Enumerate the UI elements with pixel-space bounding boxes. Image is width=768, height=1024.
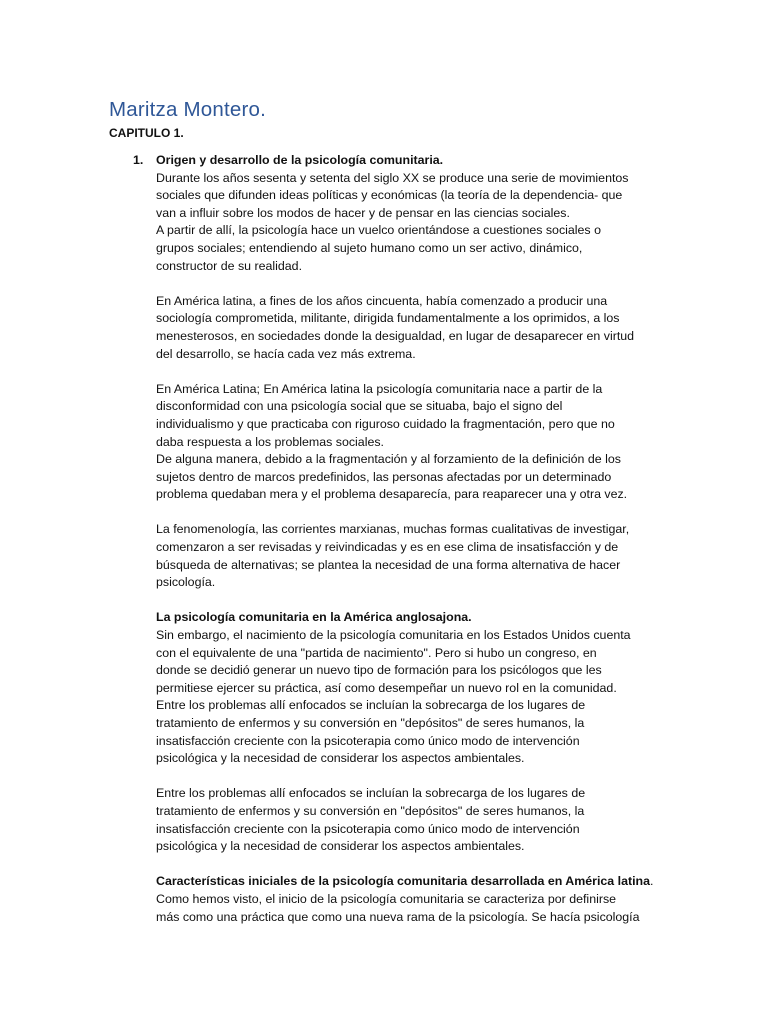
paragraph-7	[156, 891, 656, 926]
paragraph-2	[156, 293, 656, 363]
text-line: con el equivalente de una "partida de nacimiento". Pero si hubo un congreso, en	[156, 645, 597, 660]
chapter-heading: CAPITULO 1.	[109, 126, 184, 140]
section-number: 1.	[133, 153, 144, 167]
paragraph-gap	[156, 856, 656, 874]
text-line: individualismo y que practicaba con riguroso cuidado la fragmentación, pero que no	[156, 416, 615, 431]
text-line: del desarrollo, se hacía cada vez más extrema.	[156, 346, 416, 361]
text-line: donde se decidió generar un nuevo tipo de formación para los psicólogos que les	[156, 663, 602, 678]
text-line: psicología.	[156, 575, 216, 590]
text-line: disconformidad con una psicología social que se situaba, bajo el signo del	[156, 399, 563, 414]
text-line: comenzaron a ser revisadas y reivindicadas y es en ese clima de insatisfacción y de	[156, 540, 619, 555]
text-line: van a influir sobre los modos de hacer y de pensar en las ciencias sociales.	[156, 205, 570, 220]
paragraph-gap	[156, 504, 656, 522]
paragraph-gap	[156, 592, 656, 610]
paragraph-3	[156, 381, 656, 504]
paragraph-1	[156, 170, 656, 276]
text-line: insatisfacción creciente con la psicoterapia como único modo de intervención	[156, 821, 580, 836]
text-line: En América Latina; En América latina la psicología comunitaria nace a partir de la	[156, 381, 603, 396]
paragraph-5	[156, 627, 656, 768]
document-title: Maritza Montero.	[109, 98, 266, 121]
section-body	[156, 152, 656, 926]
text-line: psicológica y la necesidad de considerar los aspectos ambientales.	[156, 839, 525, 854]
paragraph-gap	[156, 275, 656, 293]
subheading-period: .	[650, 874, 654, 889]
text-line: La fenomenología, las corrientes marxianas, muchas formas cualitativas de investigar,	[156, 522, 630, 537]
paragraph-gap	[156, 768, 656, 786]
subheading-america-latina	[156, 873, 656, 891]
text-line: insatisfacción creciente con la psicoterapia como único modo de intervención	[156, 733, 580, 748]
text-line: A partir de allí, la psicología hace un vuelco orientándose a cuestiones sociales o	[156, 223, 601, 238]
text-line: búsqueda de alternativas; se plantea la necesidad de una forma alternativa de hacer	[156, 557, 621, 572]
subheading-anglosajona: La psicología comunitaria en la América anglosajona.	[156, 610, 472, 625]
text-line: Entre los problemas allí enfocados se incluían la sobrecarga de los lugares de	[156, 786, 586, 801]
text-line: Entre los problemas allí enfocados se incluían la sobrecarga de los lugares de	[156, 698, 586, 713]
section-heading: Origen y desarrollo de la psicología comunitaria.	[156, 153, 444, 167]
text-line: sujetos dentro de marcos predefinidos, las personas afectadas por un determinado	[156, 469, 612, 484]
text-line: menesterosos, en sociedades donde la desigualdad, en lugar de desaparecer en virtud	[156, 328, 635, 343]
text-line: daba respuesta a los problemas sociales.	[156, 434, 384, 449]
text-line: permitiese ejercer su práctica, así como desempeñar un nuevo rol en la comunidad.	[156, 680, 617, 695]
text-line: Durante los años sesenta y setenta del siglo XX se produce una serie de movimientos	[156, 170, 629, 185]
text-line: problema quedaban mera y el problema desaparecía, para reaparecer una y otra vez.	[156, 487, 628, 502]
text-line: sociología comprometida, militante, dirigida fundamentalmente a los oprimidos, a los	[156, 311, 620, 326]
paragraph-gap	[156, 363, 656, 381]
text-line: más como una práctica que como una nueva rama de la psicología. Se hacía psicología	[156, 909, 640, 924]
text-line: grupos sociales; entendiendo al sujeto humano como un ser activo, dinámico,	[156, 240, 583, 255]
text-line: Como hemos visto, el inicio de la psicología comunitaria se caracteriza por definirse	[156, 891, 617, 906]
subheading-text: Características iniciales de la psicología comunitaria desarrollada en América latina	[156, 874, 650, 889]
text-line: psicológica y la necesidad de considerar los aspectos ambientales.	[156, 751, 525, 766]
paragraph-6	[156, 785, 656, 855]
text-line: De alguna manera, debido a la fragmentación y al forzamiento de la definición de los	[156, 452, 621, 467]
paragraph-4	[156, 521, 656, 591]
text-line: sociales que difunden ideas políticas y económicas (la teoría de la dependencia- que	[156, 188, 623, 203]
text-line: tratamiento de enfermos y su conversión en "depósitos" de seres humanos, la	[156, 716, 585, 730]
text-line: Sin embargo, el nacimiento de la psicología comunitaria en los Estados Unidos cuenta	[156, 628, 631, 643]
text-line: constructor de su realidad.	[156, 258, 303, 273]
text-line: En América latina, a fines de los años cincuenta, había comenzado a producir una	[156, 293, 608, 308]
text-line: tratamiento de enfermos y su conversión en "depósitos" de seres humanos, la	[156, 803, 585, 818]
